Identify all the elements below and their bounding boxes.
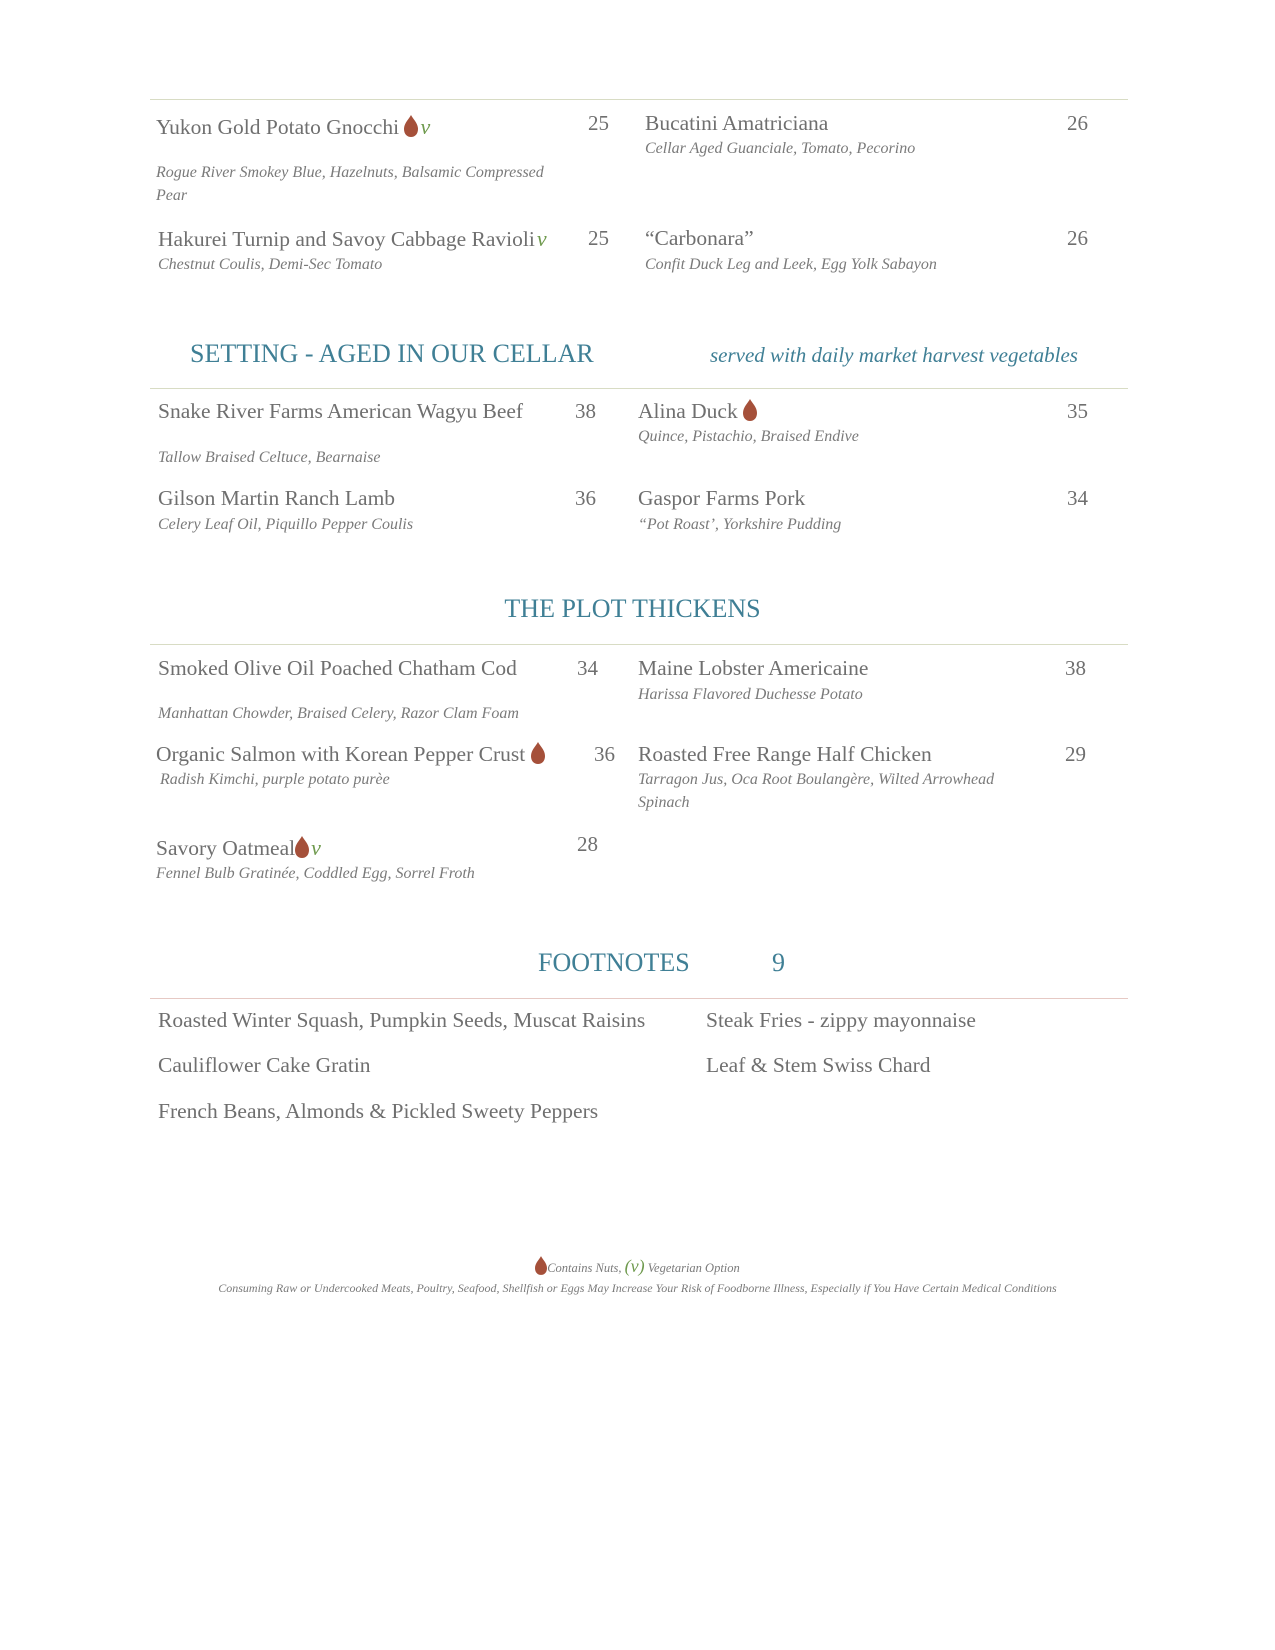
legend <box>0 1256 1275 1277</box>
desc-lamb: Celery Leaf Oil, Piquillo Pepper Coulis <box>158 516 414 533</box>
section-title-setting: SETTING - AGED IN OUR CELLAR <box>190 339 594 368</box>
menu-item-wagyu: Snake River Farms American Wagyu Beef <box>158 399 524 423</box>
menu-item-lobster: Maine Lobster Americaine <box>638 656 869 680</box>
desc-pork: “Pot Roast’, Yorkshire Pudding <box>638 516 842 533</box>
desc-gnocchi: Rogue River Smokey Blue, Hazelnuts, Balsamic Compressed Pear <box>156 164 544 204</box>
food-safety-warning: Consuming Raw or Undercooked Meats, Poultry, Seafood, Shellfish or Eggs May Increase Your Risk of Foodborne Illness, Especially if You Have Certain Medical Conditions <box>218 1281 1057 1295</box>
price-pork: 34 <box>1067 486 1088 510</box>
menu-item-cod: Smoked Olive Oil Poached Chatham Cod <box>158 656 517 680</box>
section-subtitle-setting: served with daily market harvest vegetables <box>710 343 1078 367</box>
desc-cod: Manhattan Chowder, Braised Celery, Razor Clam Foam <box>158 705 519 722</box>
price-lamb: 36 <box>575 486 596 510</box>
section-rule <box>150 998 1128 999</box>
item-name: Hakurei Turnip and Savoy Cabbage Ravioli <box>158 227 535 251</box>
desc-wagyu: Tallow Braised Celtuce, Bearnaise <box>158 449 381 466</box>
desc-duck: Quince, Pistachio, Braised Endive <box>638 428 859 445</box>
vegetarian-icon: (v) <box>624 1256 645 1276</box>
section-rule <box>150 644 1128 645</box>
price-wagyu: 38 <box>575 399 596 423</box>
price-chicken: 29 <box>1065 742 1086 766</box>
side-item: French Beans, Almonds & Pickled Sweety Peppers <box>158 1099 599 1123</box>
top-rule <box>150 99 1128 100</box>
legend-nuts: Contains Nuts, <box>547 1261 622 1275</box>
desc-carbonara: Confit Duck Leg and Leek, Egg Yolk Sabayon <box>645 256 937 273</box>
price-salmon: 36 <box>594 742 615 766</box>
price-lobster: 38 <box>1065 656 1086 680</box>
footnotes-price: 9 <box>772 948 785 977</box>
vegetarian-icon: v <box>420 114 431 139</box>
legend-vegetarian: Vegetarian Option <box>647 1261 740 1275</box>
price-ravioli: 25 <box>588 226 609 250</box>
item-name: Yukon Gold Potato Gnocchi <box>156 115 400 139</box>
menu-item-chicken: Roasted Free Range Half Chicken <box>638 742 932 766</box>
price-gnocchi: 25 <box>588 111 609 135</box>
menu-item-ravioli <box>158 226 547 252</box>
menu-item-duck <box>638 399 757 424</box>
vegetarian-icon: v <box>311 835 321 860</box>
menu-item-lamb: Gilson Martin Ranch Lamb <box>158 486 396 510</box>
price-duck: 35 <box>1067 399 1088 423</box>
desc-oatmeal: Fennel Bulb Gratinée, Coddled Egg, Sorrel Froth <box>156 865 475 882</box>
section-title-plot: THE PLOT THICKENS <box>504 594 761 623</box>
price-carbonara: 26 <box>1067 226 1088 250</box>
nut-icon <box>404 115 418 137</box>
vegetarian-icon: v <box>536 226 547 251</box>
nut-icon <box>531 742 545 764</box>
nut-icon <box>743 399 757 421</box>
price-oatmeal: 28 <box>577 832 598 856</box>
item-name: Alina Duck <box>638 399 738 423</box>
menu-item-bucatini: Bucatini Amatriciana <box>645 111 829 135</box>
menu-item-pork: Gaspor Farms Pork <box>638 486 806 510</box>
desc-salmon: Radish Kimchi, purple potato purèe <box>160 771 390 788</box>
section-title-footnotes: FOOTNOTES <box>538 948 690 977</box>
side-item: Roasted Winter Squash, Pumpkin Seeds, Muscat Raisins <box>158 1008 646 1032</box>
menu-item-gnocchi <box>156 114 430 140</box>
menu-item-carbonara: “Carbonara” <box>645 226 754 250</box>
menu-item-oatmeal <box>156 835 321 861</box>
price-cod: 34 <box>577 656 598 680</box>
desc-lobster: Harissa Flavored Duchesse Potato <box>638 686 863 703</box>
item-name: Organic Salmon with Korean Pepper Crust <box>156 742 526 766</box>
item-name: Savory Oatmeal <box>156 836 296 860</box>
desc-chicken: Tarragon Jus, Oca Root Boulangère, Wilted Arrowhead Spinach <box>638 771 995 811</box>
desc-bucatini: Cellar Aged Guanciale, Tomato, Pecorino <box>645 140 916 157</box>
nut-icon <box>295 836 309 858</box>
side-item: Cauliflower Cake Gratin <box>158 1053 371 1077</box>
side-item: Leaf & Stem Swiss Chard <box>706 1053 931 1077</box>
side-item: Steak Fries - zippy mayonnaise <box>706 1008 976 1032</box>
price-bucatini: 26 <box>1067 111 1088 135</box>
section-rule <box>150 388 1128 389</box>
nut-icon <box>535 1256 547 1275</box>
menu-item-salmon <box>156 742 545 767</box>
desc-ravioli: Chestnut Coulis, Demi-Sec Tomato <box>158 256 383 273</box>
